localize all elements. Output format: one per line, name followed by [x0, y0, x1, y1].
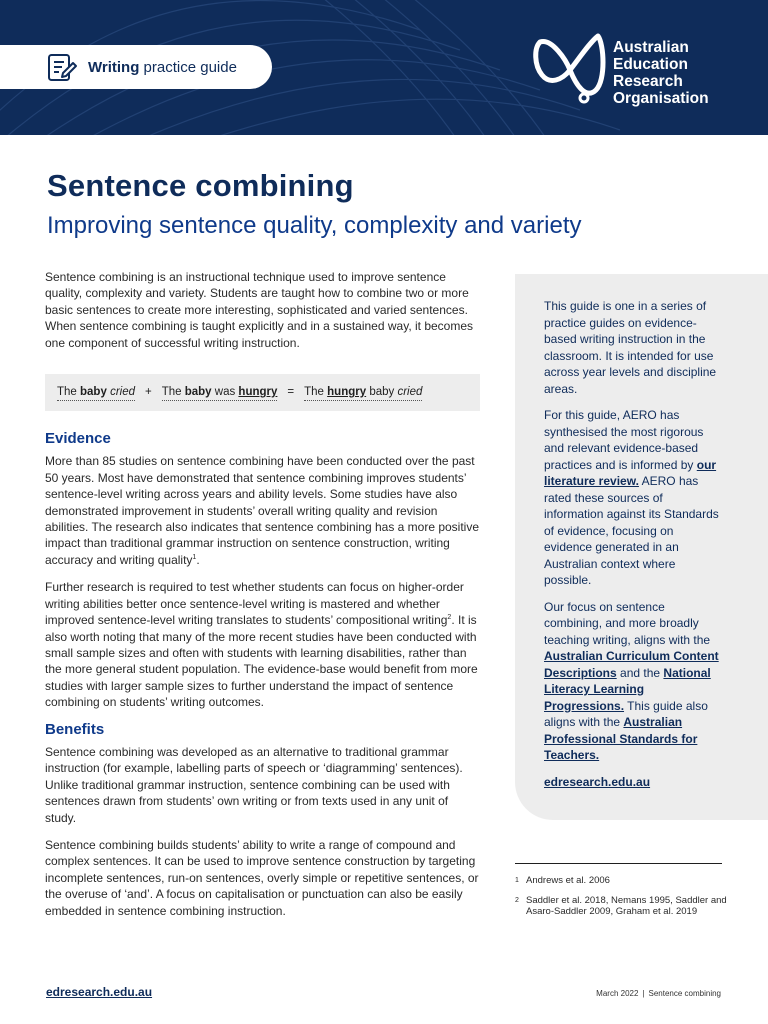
footer-website-link[interactable]: edresearch.edu.au	[46, 985, 153, 999]
page-title: Sentence combining	[47, 168, 354, 203]
equals-sign: =	[287, 386, 295, 399]
footnote-item: 2 Saddler et al. 2018, Nemans 1995, Saddler and Asaro-Saddler 2009, Graham et al. 2019	[515, 894, 727, 917]
info-sidebar	[515, 274, 768, 820]
example-sentence-1: The baby cried	[57, 384, 135, 401]
intro-paragraph: Sentence combining is an instructional technique used to improve sentence quality, complexity and variety. Students are taught how to combine two or more basic sentences to create more interesting, sophisticated and varied sentences. When sentence combining is taught explicitly and in a sustained way, it becomes one component of successful writing instruction.	[45, 270, 474, 350]
example-sentence-combined: The hungry baby cried	[304, 384, 422, 401]
literacy-progressions-link[interactable]: National Literacy Learning Progressions.	[544, 665, 711, 713]
evidence-paragraph-1: More than 85 studies on sentence combining have been conducted over the past 50 years. Most have demonstrated that sentence combining improves students’ sentence-level writing across years and ability levels. Some studies have also demonstrated improvement in students’ overall writing quality and revision abilities. The research also indicates that sentence combining has a more positive impact than traditional grammar instruction on sentence construction, writing accuracy and writing quality$^1$.	[45, 454, 480, 567]
plus-sign: +	[145, 386, 152, 399]
footnote-item: 1 Andrews et al. 2006	[515, 875, 610, 886]
main-column	[45, 269, 480, 930]
benefits-paragraph-1: Sentence combining was developed as an alternative to traditional grammar instruction (for example, labelling parts of speech or ‘diagramming’ sentences). Unlike traditional grammar instruction, sentence combining can be used with sentences drawn from students’ own writing or from texts used in any unit of study.	[45, 744, 463, 825]
page-subtitle: Improving sentence quality, complexity and variety	[47, 212, 582, 239]
document-pencil-icon	[46, 52, 78, 84]
example-sentence-2: The baby was hungry	[162, 384, 278, 401]
aero-logo-text: Australian Education Research Organisation	[613, 39, 709, 107]
footnote-divider	[515, 863, 722, 864]
sidebar-paragraph-1: This guide is one in a series of practice guides on evidence-based writing instruction in the classroom. It is intended for use across year levels and discipline areas.	[544, 299, 717, 396]
teacher-standards-link[interactable]: Australian Professional Standards for Teachers.	[544, 715, 698, 762]
footer-meta: March 2022 | Sentence combining	[596, 989, 721, 998]
footnotes	[515, 875, 730, 926]
benefits-paragraph-2: Sentence combining builds students’ ability to write a range of compound and complex sentences. It can be used to improve sentence construction by targeting incomplete sentences, run-on sentences, overly simple or repetitive sentences, or the overuse of ‘and’. A focus on capitalisation or punctuation can also be easily embedded in sentence combining instruction.	[45, 837, 479, 918]
aero-logo-mark-icon	[530, 30, 610, 110]
aero-logo[interactable]	[530, 30, 750, 110]
sentence-example	[45, 374, 480, 411]
guide-badge-label: Writing practice guide	[88, 58, 237, 76]
evidence-heading: Evidence	[45, 430, 111, 448]
evidence-paragraph-2: Further research is required to test whether students can focus on higher-order writing abilities better once sentence-level writing is mastered and whether improved sentence-level writing translates to students’ compositional writing$^2$. It is also worth noting that many of the more recent studies have been conducted with small sample sizes and often with students with learning disabilities, rather than the more general student population. The evidence-base would benefit from more studies with larger sample sizes to further understand the impact of sentence combining on students’ writing outcomes.	[45, 580, 478, 710]
header-banner	[0, 0, 768, 135]
sidebar-url-paragraph	[544, 774, 724, 791]
benefits-heading: Benefits	[45, 720, 105, 738]
sidebar-paragraph-3: Our focus on sentence combining, and more broadly teaching writing, aligns with the Australian Curriculum Content Descriptions and the National Literacy Learning Progressions. This guide also aligns with the Australian Professional Standards for Teachers.	[544, 599, 719, 762]
curriculum-link[interactable]: Australian Curriculum Content Descriptions	[544, 649, 719, 680]
sidebar-paragraph-2: For this guide, AERO has synthesised the most rigorous and relevant evidence-based practices and is informed by our literature review. AERO has rated these sources of information against its Standards of evidence, focusing on evidence generated in an Australian context where possible.	[544, 408, 719, 587]
guide-badge	[0, 45, 272, 89]
literature-review-link[interactable]: our literature review.	[544, 457, 717, 488]
sidebar-website-link[interactable]: edresearch.edu.au	[544, 774, 651, 789]
